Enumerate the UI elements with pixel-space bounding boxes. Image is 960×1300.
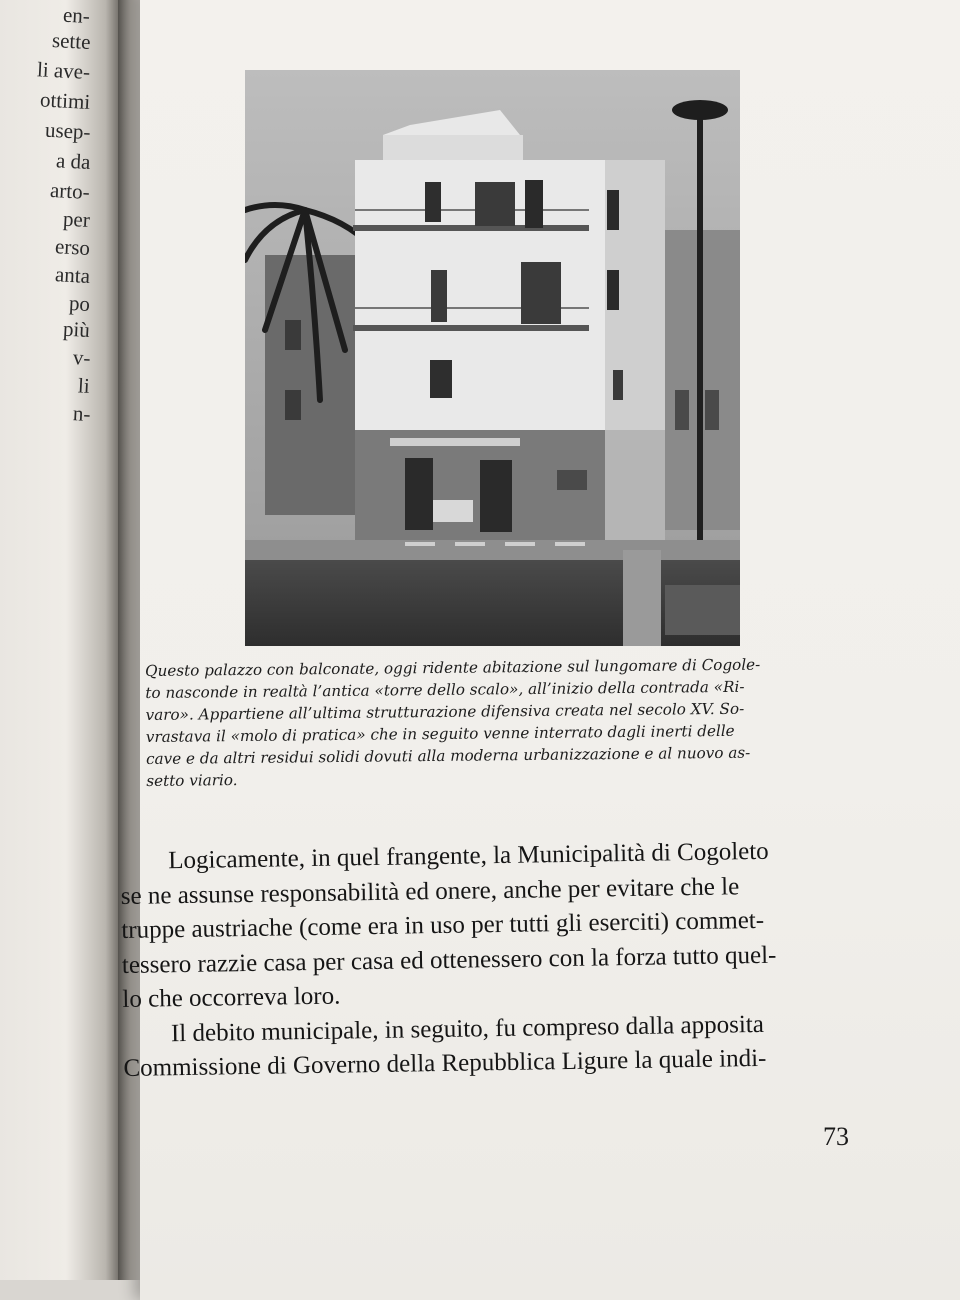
body-line: truppe austriache (come era in uso per tutti gli eserciti) commet- [121,906,765,944]
left-page-fragment: usep- [43,117,91,144]
caption-line: cave e da altri residui solidi dovuti alla moderna urbanizzazione e al nuovo as- [145,743,751,768]
left-page-fragment: ottimi [39,87,91,114]
left-page-fragment: a da [55,148,91,174]
left-page-fragment: li ave- [36,57,91,84]
body-line: Commissione di Governo della Repubblica Ligure la quale indi- [123,1044,767,1082]
left-page-fragment: più [62,316,91,342]
body-line: se ne assunse responsabilità ed onere, anche per evitare che le [120,872,740,910]
caption-line: setto viario. [146,771,238,790]
left-page-fragment: arto- [49,177,91,204]
left-page-fragment: n- [71,401,91,426]
caption-line: vrastava il «molo di pratica» che in seguito venne interrato dagli inerti delle [145,721,735,746]
left-page-fragment: li [77,373,91,398]
left-page-fragment: sette [50,28,91,54]
body-text [120,833,864,1086]
left-page-fragment: anta [54,262,91,288]
building-photo [245,70,740,646]
body-line: Il debito municipale, in seguito, fu compreso dalla apposita [170,1010,765,1047]
caption-line: to nasconde in realtà l’antica «torre dello scalo», all’inizio della contrada «Ri- [145,677,745,702]
building-photo-drawing [245,70,740,646]
left-page-fragment: v- [71,345,91,370]
body-line: Logicamente, in quel frangente, la Municipalità di Cogoleto [168,837,769,875]
left-page-fragment: erso [54,234,91,260]
caption-line: varo». Appartiene all’ultima strutturazione difensiva creata nel secolo XV. So- [145,699,745,724]
left-page-fragment: po [68,290,91,316]
body-line: tessero razzie casa per casa ed ottenessero con la forza tutto quel- [121,941,777,979]
caption-line: Questo palazzo con balconate, oggi ridente abitazione sul lungomare di Cogole- [145,655,761,680]
body-line: lo che occorreva loro. [122,982,341,1013]
left-page-fragment: en- [62,2,91,28]
left-page-fragment: per [62,206,91,232]
figure-caption [145,653,836,792]
left-facing-page [0,0,120,1280]
page-number: 73 [823,1122,849,1151]
